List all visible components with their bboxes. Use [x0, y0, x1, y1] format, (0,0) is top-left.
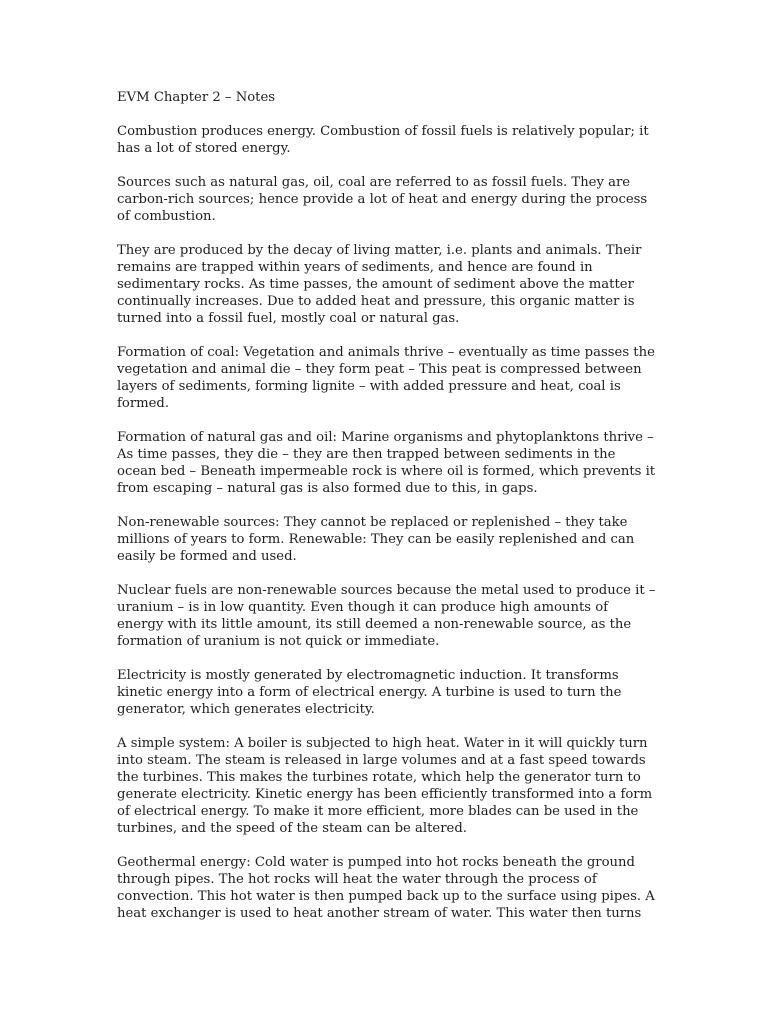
- paragraph-fossil-fuel-sources: Sources such as natural gas, oil, coal are referred to as fossil fuels. They are carbon-rich sources; hence provide a lot of heat and energy during the process of combustion.: [117, 175, 648, 224]
- paragraph-formation-of-gas-oil: Formation of natural gas and oil: Marine organisms and phytoplanktons thrive – As time passes, they die – they are then trapped between sediments in the ocean bed – Beneath impermeable rock is where oil is formed, which prevents it from escaping – natural gas is also formed due to this, in gaps.: [117, 430, 656, 496]
- paragraph-formation-of-coal: Formation of coal: Vegetation and animals thrive – eventually as time passes the vegetation and animal die – they form peat – This peat is compressed between layers of sediments, forming lignite – with added pressure and heat, coal is formed.: [117, 345, 655, 411]
- paragraph-simple-system: A simple system: A boiler is subjected to high heat. Water in it will quickly turn into steam. The steam is released in large volumes and at a fast speed towards the turbines. This makes the turbines rotate, which help the generator turn to generate electricity. Kinetic energy has been efficiently transformed into a form of electrical energy. To make it more efficient, more blades can be used in the turbines, and the speed of the steam can be altered.: [117, 736, 653, 836]
- paragraph-renewable-sources: Non-renewable sources: They cannot be replaced or replenished – they take millions of years to form. Renewable: They can be easily replenished and can easily be formed and used.: [117, 515, 635, 564]
- paragraph-combustion: Combustion produces energy. Combustion of fossil fuels is relatively popular; it has a lot of stored energy.: [117, 124, 649, 156]
- paragraph-fossil-fuel-production: They are produced by the decay of living matter, i.e. plants and animals. Their remains are trapped within years of sediments, and hence are found in sedimentary rocks. As time passes, the amount of sediment above the matter continually increases. Due to added heat and pressure, this organic matter is turned into a fossil fuel, mostly coal or natural gas.: [117, 243, 642, 326]
- paragraph-electricity: Electricity is mostly generated by electromagnetic induction. It transforms kinetic energy into a form of electrical energy. A turbine is used to turn the generator, which generates electricity.: [117, 668, 622, 717]
- paragraph-geothermal-energy: Geothermal energy: Cold water is pumped into hot rocks beneath the ground through pipes. The hot rocks will heat the water through the process of convection. This hot water is then pumped back up to the surface using pipes. A heat exchanger is used to heat another stream of water. This water then turns: [117, 855, 655, 921]
- document-title: EVM Chapter 2 – Notes: [117, 90, 276, 105]
- document-page: [117, 89, 657, 939]
- paragraph-nuclear-fuels: Nuclear fuels are non-renewable sources because the metal used to produce it – uranium – is in low quantity. Even though it can produce high amounts of energy with its little amount, its still deemed a non-renewable source, as the formation of uranium is not quick or immediate.: [117, 583, 656, 649]
